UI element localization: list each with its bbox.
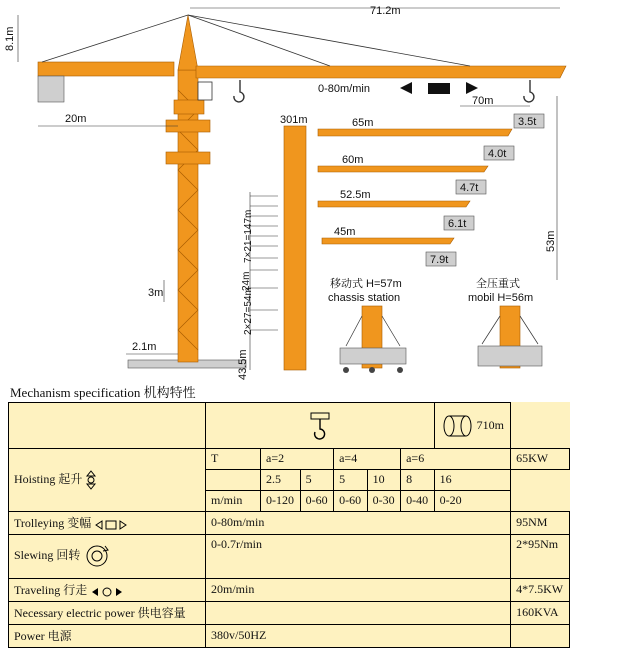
travel-icon — [90, 586, 124, 598]
speed-value: 0-60 — [334, 490, 368, 511]
trolley-speed-label: 0-80m/min — [318, 83, 370, 95]
trolley-left-arrow — [400, 82, 412, 94]
hoisting-power-cell: 65KW — [511, 449, 570, 470]
base-left-title: 移动式 H=57m — [330, 278, 402, 290]
unit-speed-cell: m/min — [206, 490, 261, 511]
radius-45m-label: 45m — [334, 226, 356, 238]
hook-icon — [309, 411, 331, 441]
electric-blank-cell — [206, 601, 511, 624]
spec-header-row — [9, 403, 570, 449]
slewing-icon — [83, 542, 111, 570]
slewing-speed-cell: 0-0.7r/min — [206, 534, 511, 578]
load-45m-label: 7.9t — [430, 254, 449, 266]
slewing-label: Slewing 回转 — [14, 548, 81, 563]
wire-rope-length: 710m — [476, 417, 504, 432]
hoisting-label: Hoisting 起升 — [14, 471, 83, 486]
jib-length-label: 71.2m — [370, 5, 401, 17]
trolleying-label-cell — [9, 511, 206, 534]
speed-value: 0-120 — [261, 490, 301, 511]
power-label-cell: Power 电源 — [9, 624, 206, 647]
a6-cell: a=6 — [401, 449, 511, 470]
hook-cell — [206, 403, 435, 449]
slewing-row — [9, 534, 570, 578]
trolleying-row — [9, 511, 570, 534]
speed-value: 0-40 — [401, 490, 435, 511]
trolley-block — [428, 83, 450, 94]
radius-60m-label: 60m — [342, 154, 364, 166]
a2-cell: a=2 — [261, 449, 334, 470]
rope-drum-icon — [440, 413, 474, 439]
hoisting-row-1 — [9, 449, 570, 470]
jib-65m — [318, 129, 512, 136]
jib-52-5m — [318, 201, 470, 207]
mechanism-spec-table — [8, 402, 570, 648]
load-65m-label: 4.0t — [488, 148, 507, 160]
jib-tie-1 — [188, 15, 330, 66]
mast-section-label: 301m — [280, 114, 308, 126]
jib-45m — [322, 238, 454, 244]
tower-mast — [166, 70, 210, 362]
t-value: 16 — [434, 469, 510, 490]
speed-value: 0-60 — [300, 490, 334, 511]
radius-65m-label: 65m — [352, 117, 374, 129]
hook-inner — [234, 80, 244, 102]
slewing-power-cell: 2*95Nm — [511, 534, 570, 578]
trolley-icon — [94, 519, 128, 531]
wire-rope-cell — [434, 403, 510, 449]
t-value: 5 — [300, 469, 334, 490]
power-value-cell: 380v/50HZ — [206, 624, 511, 647]
mast-dim-147: 7×21=147m — [243, 209, 254, 263]
counterweight — [38, 76, 64, 102]
mast-width-label: 2.1m — [132, 341, 157, 353]
t-value: 8 — [401, 469, 435, 490]
trolleying-power-cell: 95NM — [511, 511, 570, 534]
electric-row — [9, 601, 570, 624]
base-right-title: 全压重式 — [476, 278, 520, 290]
speed-value: 0-20 — [434, 490, 510, 511]
chassis-base — [340, 306, 406, 373]
jib — [196, 66, 566, 78]
top-height-label: 8.1m — [4, 26, 16, 51]
mast-section — [284, 126, 306, 370]
load-chart — [318, 114, 544, 266]
t-value: 2.5 — [261, 469, 301, 490]
hook-height-label: 53m — [545, 230, 557, 252]
speed-value: 0-30 — [367, 490, 401, 511]
min-radius-label: 70m — [472, 95, 494, 107]
hook-tip — [524, 80, 534, 102]
spec-corner-cell — [9, 403, 206, 449]
max-load-label: 3.5t — [518, 116, 537, 128]
base-left-sub: chassis station — [328, 292, 401, 304]
mast-dim-54: 2×27=54m — [243, 287, 254, 335]
mast-dim-43: 43.5m — [237, 349, 249, 380]
load-52-5m-label: 6.1t — [448, 218, 467, 230]
counter-jib-label: 20m — [65, 113, 87, 125]
hoisting-icon — [85, 470, 97, 490]
radius-52-5m-label: 52.5m — [340, 189, 371, 201]
t-value: 5 — [334, 469, 368, 490]
traveling-label: Traveling 行走 — [14, 583, 88, 598]
mast-ticks — [250, 196, 278, 330]
hoisting-label-cell — [9, 449, 206, 512]
traveling-speed-cell: 20m/min — [206, 578, 511, 601]
jib-60m — [318, 166, 488, 172]
electric-value-cell: 160KVA — [511, 601, 570, 624]
electric-label-cell: Necessary electric power 供电容量 — [9, 601, 206, 624]
counter-jib-tie — [42, 15, 188, 62]
slewing-label-cell — [9, 534, 206, 578]
load-60m-label: 4.7t — [460, 182, 479, 194]
a4-cell: a=4 — [334, 449, 401, 470]
operator-cab — [198, 82, 212, 100]
power-row — [9, 624, 570, 647]
traveling-label-cell — [9, 578, 206, 601]
section-height-label: 3m — [148, 287, 164, 299]
tower-head — [178, 15, 198, 70]
trolleying-speed-cell: 0-80m/min — [206, 511, 511, 534]
jib-tie-2 — [188, 15, 470, 66]
trolleying-label: Trolleying 变幅 — [14, 516, 92, 531]
ballast-base — [478, 306, 542, 368]
traveling-power-cell: 4*7.5KW — [511, 578, 570, 601]
power-blank-cell — [511, 624, 570, 647]
base-right-sub: mobil H=56m — [468, 292, 534, 304]
trolley-right-arrow — [466, 82, 478, 94]
mast-dim-24: 24m — [241, 271, 252, 291]
counter-jib — [38, 62, 174, 76]
unit-t-cell: T — [206, 449, 261, 470]
traveling-row — [9, 578, 570, 601]
table-title: Mechanism specification 机构特性 — [10, 385, 196, 400]
t-value: 10 — [367, 469, 401, 490]
t-blank-cell — [206, 469, 261, 490]
